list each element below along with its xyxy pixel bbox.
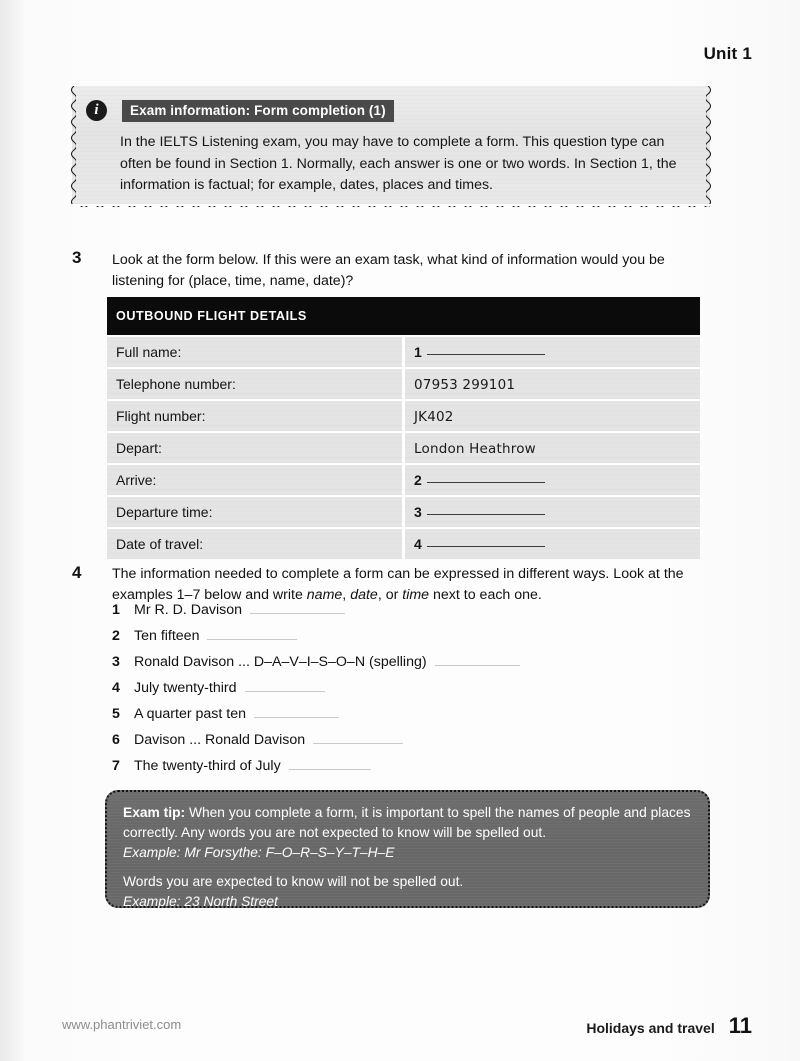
list-item-text: Ronald Davison ... D–A–V–I–S–O–N (spelling) [134, 654, 427, 670]
table-cell-label: Arrive: [107, 464, 404, 496]
table-cell-label: Date of travel: [107, 528, 404, 559]
table-row [107, 432, 700, 464]
exam-information-label: Exam information: Form completion (1) [122, 100, 394, 122]
answer-write-line[interactable] [250, 603, 345, 614]
table-cell-answer [404, 432, 701, 464]
table-cell-label: Flight number: [107, 400, 404, 432]
list-item [112, 602, 692, 628]
table-row [107, 464, 700, 496]
exam-tip-spacer [123, 863, 692, 872]
table-cell-answer [404, 368, 701, 400]
answer-write-line[interactable] [245, 681, 325, 692]
answer-blank-number: 1 [414, 344, 422, 360]
exam-information-surface [72, 86, 710, 204]
answer-write-line[interactable] [207, 629, 297, 640]
exam-tip-paragraph-1 [123, 803, 692, 843]
list-item-text: The twenty-third of July [134, 758, 281, 774]
handwritten-answer: 07953 299101 [414, 376, 516, 393]
answer-blank-line[interactable] [427, 546, 545, 547]
list-item-number: 2 [112, 628, 120, 644]
list-item-number: 1 [112, 602, 120, 618]
exercise-4-em-time: time [402, 587, 430, 603]
answer-write-line[interactable] [254, 707, 339, 718]
exam-tip-example-2 [123, 892, 692, 912]
exercise-3-prompt: Look at the form below. If this were an exam task, what kind of information would you be listening for (place, time, name, date)? [112, 252, 665, 289]
exam-information-body: In the IELTS Listening exam, you may have to complete a form. This question type can often be found in Section 1. Normally, each answer is one or two words. In Section 1, the information is factual; for example, dates, places and times. [120, 134, 677, 193]
handwritten-answer: JK402 [414, 408, 454, 425]
page-edge-shadow [0, 0, 26, 1061]
table-header-row [107, 297, 700, 336]
list-item [112, 732, 692, 758]
table-cell-answer [404, 464, 701, 496]
list-item-number: 6 [112, 732, 120, 748]
answer-blank-number: 4 [414, 536, 422, 552]
exercise-4-prompt-sep2: , or [377, 587, 403, 603]
answer-write-line[interactable] [435, 655, 520, 666]
table-cell-answer [404, 400, 701, 432]
answer-blank-line[interactable] [427, 514, 545, 515]
list-item [112, 680, 692, 706]
table-row [107, 368, 700, 400]
exercise-4-em-name: name [306, 587, 343, 603]
exercise-4-prompt [112, 564, 697, 606]
list-item [112, 654, 692, 680]
exam-tip-label: Exam tip: [123, 805, 186, 820]
table-row [107, 336, 700, 368]
table-cell-answer [404, 336, 701, 368]
footer-right-group [586, 1013, 752, 1039]
table-row [107, 400, 700, 432]
table-cell-label: Departure time: [107, 496, 404, 528]
answer-write-line[interactable] [313, 733, 403, 744]
exam-tip-example-1-text: Example: Mr Forsythe: F–O–R–S–Y–T–H–E [123, 845, 395, 860]
list-item-number: 5 [112, 706, 120, 722]
footer-page-number: 11 [728, 1013, 752, 1038]
table-cell-answer [404, 496, 701, 528]
list-item-number: 4 [112, 680, 120, 696]
exam-information-box [72, 86, 710, 204]
info-icon: i [86, 100, 107, 121]
exam-tip-box [105, 790, 710, 908]
exercise-3-number: 3 [72, 248, 82, 267]
exam-tip-example-1 [123, 843, 692, 863]
table-row [107, 528, 700, 559]
exam-tip-body-1: When you complete a form, it is important to spell the names of people and places correctly. Any words you are not expected to know will be spelled out. [123, 805, 691, 840]
table-cell-answer [404, 528, 701, 559]
list-item [112, 758, 692, 784]
table-row [107, 496, 700, 528]
exam-tip-example-2-text: Example: 23 North Street [123, 894, 278, 909]
answer-blank-line[interactable] [427, 482, 545, 483]
answer-write-line[interactable] [289, 759, 371, 770]
list-item-text: A quarter past ten [134, 706, 246, 722]
table-cell-label: Depart: [107, 432, 404, 464]
outbound-flight-details-table [107, 297, 700, 559]
list-item-text: Ten fifteen [134, 628, 200, 644]
handwritten-answer: London Heathrow [414, 440, 536, 457]
table-title: OUTBOUND FLIGHT DETAILS [107, 297, 700, 336]
exam-tip-body-2: Words you are expected to know will not be spelled out. [123, 874, 464, 889]
exercise-4-prompt-line2a: the examples 1–7 below and write [112, 566, 684, 603]
exercise-4-prompt-sep1: , [342, 587, 351, 603]
answer-blank-number: 2 [414, 472, 422, 488]
answer-blank-line[interactable] [427, 354, 545, 355]
table-cell-label: Telephone number: [107, 368, 404, 400]
table-cell-label: Full name: [107, 336, 404, 368]
exercise-4-number: 4 [72, 563, 82, 582]
list-item-text: Davison ... Ronald Davison [134, 732, 306, 748]
exercise-4-item-list [112, 602, 692, 784]
page-title: Unit 1 [703, 44, 752, 63]
list-item [112, 706, 692, 732]
list-item-number: 7 [112, 758, 120, 774]
footer-section-title: Holidays and travel [586, 1020, 715, 1036]
list-item-text: July twenty-third [134, 680, 237, 696]
exercise-4-prompt-end: next to each one. [429, 587, 542, 603]
list-item-text: Mr R. D. Davison [134, 602, 242, 618]
exercise-4-prompt-line1: The information needed to complete a form can be expressed in different ways. Look at [112, 566, 660, 582]
list-item [112, 628, 692, 654]
footer-url: www.phantriviet.com [62, 1017, 182, 1032]
answer-blank-number: 3 [414, 504, 422, 520]
list-item-number: 3 [112, 654, 120, 670]
exercise-4-em-date: date [350, 587, 378, 603]
